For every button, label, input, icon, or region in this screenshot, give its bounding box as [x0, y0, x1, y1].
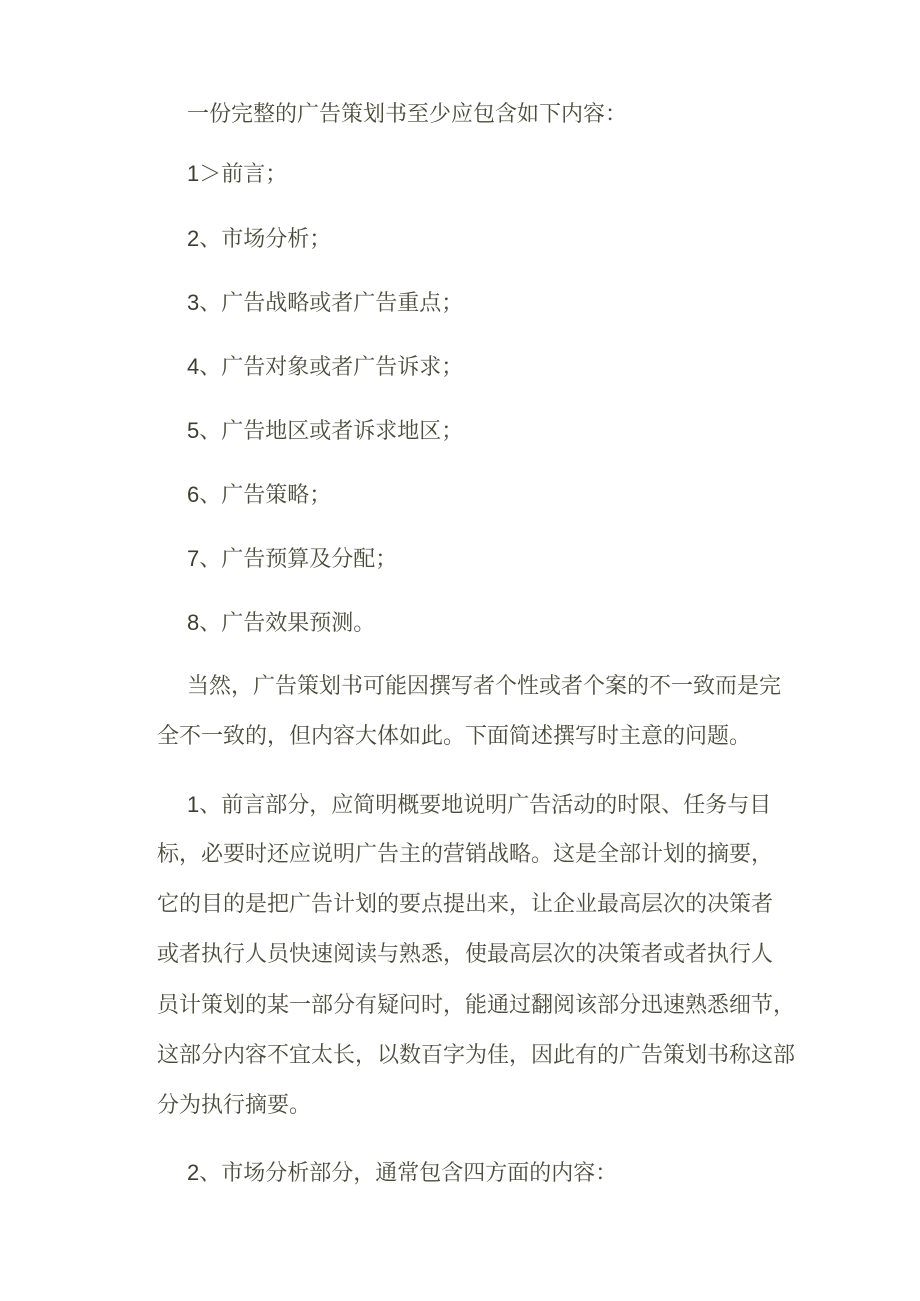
intro-line	[187, 100, 627, 130]
intro-text: 一份完整的广告策划书至少应包含如下内容：	[187, 102, 628, 127]
list-text: 广告效果预测。	[221, 611, 376, 636]
list-number: 7	[187, 546, 200, 571]
paragraph-text: 或者执行人员快速阅读与熟悉，使最高层次的决策者或者执行人	[157, 942, 774, 967]
list-text: 广告策略；	[221, 483, 332, 508]
list-separator: 、	[199, 227, 222, 252]
list-text: 广告战略或者广告重点；	[221, 291, 464, 316]
list-text: 广告预算及分配；	[221, 547, 398, 572]
list-item-1	[187, 159, 287, 190]
list-item-4	[187, 352, 463, 383]
paragraph-line	[187, 790, 771, 821]
list-separator: ＞	[199, 162, 222, 187]
list-number: 3	[187, 290, 200, 315]
list-text: 市场分析；	[221, 227, 332, 252]
list-separator: 、	[199, 291, 222, 316]
list-item-2	[187, 224, 331, 255]
list-text: 广告地区或者诉求地区；	[221, 419, 464, 444]
list-item-6	[187, 480, 331, 511]
paragraph-line	[157, 991, 795, 1021]
paragraph-line	[187, 672, 781, 702]
list-separator: 、	[199, 419, 222, 444]
paragraph-line	[157, 840, 773, 870]
list-separator: 、	[199, 483, 222, 508]
paragraph-text: 标，必要时还应说明广告主的营销战略。这是全部计划的摘要，	[157, 842, 774, 867]
paragraph-text: 、前言部分，应简明概要地说明广告活动的时限、任务与目	[199, 793, 772, 818]
paragraph-line	[157, 940, 773, 970]
list-item-7	[187, 544, 397, 575]
list-separator: 、	[199, 547, 222, 572]
list-number: 6	[187, 482, 200, 507]
paragraph-text: 它的目的是把广告计划的要点提出来，让企业最高层次的决策者	[157, 892, 774, 917]
paragraph-text: 全不一致的，但内容大体如此。下面简述撰写时主意的问题。	[157, 724, 752, 749]
section-number: 2	[187, 1160, 200, 1185]
paragraph-line	[187, 1158, 617, 1189]
paragraph-text: 这部分内容不宜太长，以数百字为佳，因此有的广告策划书称这部	[157, 1043, 796, 1068]
paragraph-line	[157, 890, 773, 920]
list-item-8	[187, 608, 375, 639]
paragraph-text: 分为执行摘要。	[157, 1093, 312, 1118]
list-text: 广告对象或者广告诉求；	[221, 355, 464, 380]
list-item-3	[187, 288, 463, 319]
section-number: 1	[187, 792, 200, 817]
list-separator: 、	[199, 611, 222, 636]
paragraph-text: 当然，广告策划书可能因撰写者个性或者个案的不一致而是完	[187, 674, 782, 699]
paragraph-text: 员计策划的某一部分有疑问时，能通过翻阅该部分迅速熟悉细节，	[157, 993, 796, 1018]
paragraph-line	[157, 722, 751, 752]
list-number: 8	[187, 610, 200, 635]
list-item-5	[187, 416, 463, 447]
list-text: 前言；	[221, 162, 288, 187]
list-separator: 、	[199, 355, 222, 380]
paragraph-line	[157, 1091, 311, 1121]
paragraph-text: 、市场分析部分，通常包含四方面的内容：	[199, 1161, 618, 1186]
paragraph-line	[157, 1041, 795, 1071]
list-number: 1	[187, 161, 200, 186]
list-number: 4	[187, 354, 200, 379]
list-number: 2	[187, 226, 200, 251]
list-number: 5	[187, 418, 200, 443]
